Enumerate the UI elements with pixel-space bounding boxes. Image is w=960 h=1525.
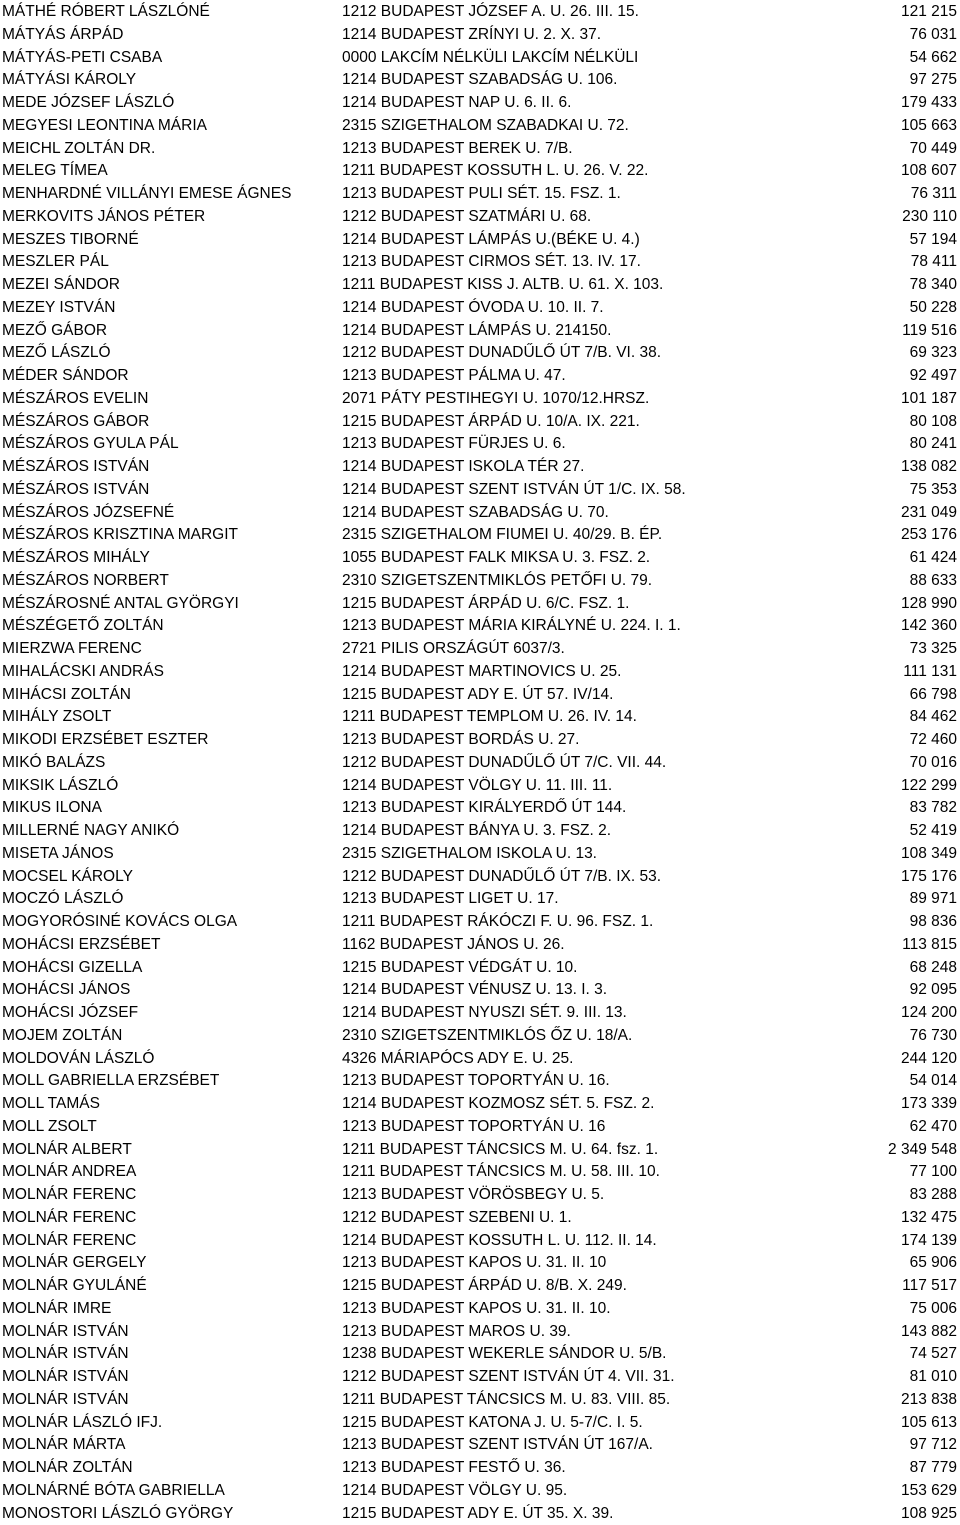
amount: 74 527	[910, 1343, 957, 1366]
amount: 117 517	[902, 1275, 957, 1298]
person-name: MIKÓ BALÁZS	[2, 752, 105, 775]
address: 1214 BUDAPEST VÖLGY U. 11. III. 11.	[342, 775, 612, 798]
person-name: MOLNÁR ISTVÁN	[2, 1343, 129, 1366]
table-row	[0, 456, 960, 479]
table-row	[0, 274, 960, 297]
address: 1212 BUDAPEST JÓZSEF A. U. 26. III. 15.	[342, 1, 639, 24]
person-name: MÉSZÁROS EVELIN	[2, 388, 148, 411]
table-row	[0, 615, 960, 638]
address: 1213 BUDAPEST TOPORTYÁN U. 16.	[342, 1070, 610, 1093]
amount: 253 176	[901, 524, 957, 547]
address: 1211 BUDAPEST TÁNCSICS M. U. 83. VIII. 85.	[342, 1389, 670, 1412]
amount: 75 006	[910, 1298, 957, 1321]
person-name: MÉSZÁROS ISTVÁN	[2, 479, 149, 502]
table-row	[0, 1389, 960, 1412]
amount: 54 014	[910, 1070, 957, 1093]
amount: 70 449	[910, 138, 957, 161]
table-row	[0, 160, 960, 183]
amount: 244 120	[901, 1048, 957, 1071]
person-name: MEZEI SÁNDOR	[2, 274, 120, 297]
table-row	[0, 1230, 960, 1253]
person-name: MOHÁCSI JÁNOS	[2, 979, 130, 1002]
amount: 105 663	[901, 115, 957, 138]
table-row	[0, 251, 960, 274]
amount: 119 516	[902, 320, 957, 343]
person-name: MOJEM ZOLTÁN	[2, 1025, 122, 1048]
person-name: MISETA JÁNOS	[2, 843, 114, 866]
address: 1215 BUDAPEST ÁRPÁD U. 6/C. FSZ. 1.	[342, 593, 629, 616]
table-row	[0, 661, 960, 684]
person-name: MOLNÁR ANDREA	[2, 1161, 136, 1184]
address: 1214 BUDAPEST LÁMPÁS U.(BÉKE U. 4.)	[342, 229, 640, 252]
amount: 143 882	[901, 1321, 957, 1344]
table-row	[0, 1116, 960, 1139]
amount: 138 082	[901, 456, 957, 479]
person-name: MOLNÁR FERENC	[2, 1230, 136, 1253]
amount: 65 906	[910, 1252, 957, 1275]
address: 1215 BUDAPEST ÁRPÁD U. 8/B. X. 249.	[342, 1275, 627, 1298]
person-name: MÁTYÁS ÁRPÁD	[2, 24, 123, 47]
address: 1214 BUDAPEST KOZMOSZ SÉT. 5. FSZ. 2.	[342, 1093, 654, 1116]
person-name: MIHALÁCSKI ANDRÁS	[2, 661, 164, 684]
amount: 92 497	[910, 365, 957, 388]
address: 1214 BUDAPEST ÓVODA U. 10. II. 7.	[342, 297, 604, 320]
person-name: MILLERNÉ NAGY ANIKÓ	[2, 820, 179, 843]
person-name: MÉDER SÁNDOR	[2, 365, 129, 388]
person-name: MEICHL ZOLTÁN DR.	[2, 138, 155, 161]
address: 1213 BUDAPEST KAPOS U. 31. II. 10	[342, 1252, 606, 1275]
table-row	[0, 1321, 960, 1344]
table-row	[0, 229, 960, 252]
address: 1211 BUDAPEST TÁNCSICS M. U. 58. III. 10.	[342, 1161, 660, 1184]
amount: 77 100	[910, 1161, 957, 1184]
table-row	[0, 706, 960, 729]
table-row	[0, 593, 960, 616]
address: 1214 BUDAPEST MARTINOVICS U. 25.	[342, 661, 621, 684]
address: 1213 BUDAPEST PÁLMA U. 47.	[342, 365, 566, 388]
person-name: MOLL TAMÁS	[2, 1093, 100, 1116]
person-name: MOLNÁR ISTVÁN	[2, 1321, 129, 1344]
person-name: MOLL ZSOLT	[2, 1116, 97, 1139]
table-row	[0, 1025, 960, 1048]
table-row	[0, 342, 960, 365]
amount: 101 187	[901, 388, 957, 411]
table-row	[0, 638, 960, 661]
table-row	[0, 934, 960, 957]
table-row	[0, 1139, 960, 1162]
amount: 57 194	[910, 229, 957, 252]
person-name: MOLNÁR ZOLTÁN	[2, 1457, 133, 1480]
person-name: MÁTHÉ RÓBERT LÁSZLÓNÉ	[2, 1, 210, 24]
table-row	[0, 1, 960, 24]
amount: 230 110	[902, 206, 957, 229]
amount: 68 248	[910, 957, 957, 980]
address: 2310 SZIGETSZENTMIKLÓS ŐZ U. 18/A.	[342, 1025, 632, 1048]
table-row	[0, 115, 960, 138]
person-name: MIKUS ILONA	[2, 797, 102, 820]
amount: 88 633	[910, 570, 957, 593]
records-table	[0, 1, 960, 1525]
address: 1213 BUDAPEST CIRMOS SÉT. 13. IV. 17.	[342, 251, 641, 274]
amount: 83 288	[910, 1184, 957, 1207]
person-name: MOLNÁR FERENC	[2, 1184, 136, 1207]
amount: 108 349	[901, 843, 957, 866]
person-name: MEDE JÓZSEF LÁSZLÓ	[2, 92, 174, 115]
address: 1214 BUDAPEST KOSSUTH L. U. 112. II. 14.	[342, 1230, 657, 1253]
person-name: MÉSZÁROS GÁBOR	[2, 411, 149, 434]
amount: 62 470	[910, 1116, 957, 1139]
address: 1212 BUDAPEST DUNADŰLŐ ÚT 7/B. IX. 53.	[342, 866, 661, 889]
person-name: MIHÁCSI ZOLTÁN	[2, 684, 131, 707]
table-row	[0, 979, 960, 1002]
amount: 54 662	[910, 47, 957, 70]
address: 1213 BUDAPEST SZENT ISTVÁN ÚT 167/A.	[342, 1434, 653, 1457]
table-row	[0, 433, 960, 456]
person-name: MÉSZÁROS JÓZSEFNÉ	[2, 502, 174, 525]
amount: 73 325	[910, 638, 957, 661]
amount: 76 311	[911, 183, 957, 206]
table-row	[0, 1275, 960, 1298]
address: 1213 BUDAPEST LIGET U. 17.	[342, 888, 559, 911]
amount: 173 339	[901, 1093, 957, 1116]
amount: 70 016	[910, 752, 957, 775]
address: 1214 BUDAPEST SZENT ISTVÁN ÚT 1/C. IX. 58.	[342, 479, 686, 502]
table-row	[0, 1343, 960, 1366]
address: 1213 BUDAPEST KIRÁLYERDŐ ÚT 144.	[342, 797, 626, 820]
address: 1214 BUDAPEST SZABADSÁG U. 70.	[342, 502, 609, 525]
table-row	[0, 297, 960, 320]
person-name: MOHÁCSI GIZELLA	[2, 957, 142, 980]
amount: 121 215	[901, 1, 957, 24]
amount: 87 779	[910, 1457, 957, 1480]
table-row	[0, 843, 960, 866]
amount: 89 971	[910, 888, 957, 911]
table-row	[0, 479, 960, 502]
amount: 179 433	[901, 92, 957, 115]
address: 1214 BUDAPEST ISKOLA TÉR 27.	[342, 456, 584, 479]
table-row	[0, 729, 960, 752]
person-name: MOCZÓ LÁSZLÓ	[2, 888, 123, 911]
person-name: MÁTYÁS-PETI CSABA	[2, 47, 162, 70]
address: 1212 BUDAPEST DUNADŰLŐ ÚT 7/B. VI. 38.	[342, 342, 661, 365]
amount: 80 108	[910, 411, 957, 434]
person-name: MÉSZÁROS GYULA PÁL	[2, 433, 179, 456]
person-name: MÉSZÁROS MIHÁLY	[2, 547, 150, 570]
table-row	[0, 570, 960, 593]
table-row	[0, 1298, 960, 1321]
person-name: MOHÁCSI JÓZSEF	[2, 1002, 138, 1025]
person-name: MOLNÁR ISTVÁN	[2, 1389, 129, 1412]
address: 1055 BUDAPEST FALK MIKSA U. 3. FSZ. 2.	[342, 547, 650, 570]
amount: 153 629	[901, 1480, 957, 1503]
table-row	[0, 524, 960, 547]
table-row	[0, 24, 960, 47]
person-name: MOLNÁR GERGELY	[2, 1252, 146, 1275]
address: 1211 BUDAPEST TÁNCSICS M. U. 64. fsz. 1.	[342, 1139, 658, 1162]
person-name: MOLNÁR ALBERT	[2, 1139, 132, 1162]
table-row	[0, 866, 960, 889]
amount: 111 131	[903, 661, 957, 684]
address: 2315 SZIGETHALOM FIUMEI U. 40/29. B. ÉP.	[342, 524, 662, 547]
address: 1213 BUDAPEST TOPORTYÁN U. 16	[342, 1116, 605, 1139]
person-name: MÉSZÁROS ISTVÁN	[2, 456, 149, 479]
address: 1213 BUDAPEST MAROS U. 39.	[342, 1321, 571, 1344]
table-row	[0, 797, 960, 820]
table-row	[0, 1480, 960, 1503]
table-row	[0, 752, 960, 775]
person-name: MÉSZÁROSNÉ ANTAL GYÖRGYI	[2, 593, 239, 616]
amount: 175 176	[901, 866, 957, 889]
person-name: MÉSZÁROS KRISZTINA MARGIT	[2, 524, 238, 547]
table-row	[0, 411, 960, 434]
amount: 52 419	[910, 820, 957, 843]
address: 2315 SZIGETHALOM ISKOLA U. 13.	[342, 843, 597, 866]
person-name: MÉSZÁROS NORBERT	[2, 570, 169, 593]
address: 1213 BUDAPEST FÜRJES U. 6.	[342, 433, 566, 456]
amount: 2 349 548	[888, 1139, 957, 1162]
person-name: MOLL GABRIELLA ERZSÉBET	[2, 1070, 219, 1093]
amount: 75 353	[910, 479, 957, 502]
address: 1213 BUDAPEST KAPOS U. 31. II. 10.	[342, 1298, 611, 1321]
amount: 83 782	[910, 797, 957, 820]
amount: 105 613	[901, 1412, 957, 1435]
person-name: MOLNÁR ISTVÁN	[2, 1366, 129, 1389]
table-row	[0, 775, 960, 798]
amount: 128 990	[901, 593, 957, 616]
table-row	[0, 1207, 960, 1230]
person-name: MOLNÁR GYULÁNÉ	[2, 1275, 147, 1298]
amount: 98 836	[910, 911, 957, 934]
address: 2071 PÁTY PESTIHEGYI U. 1070/12.HRSZ.	[342, 388, 649, 411]
address: 1214 BUDAPEST ZRÍNYI U. 2. X. 37.	[342, 24, 601, 47]
amount: 84 462	[910, 706, 957, 729]
address: 2721 PILIS ORSZÁGÚT 6037/3.	[342, 638, 565, 661]
amount: 108 607	[901, 160, 957, 183]
amount: 72 460	[910, 729, 957, 752]
table-row	[0, 69, 960, 92]
address: 1211 BUDAPEST KOSSUTH L. U. 26. V. 22.	[342, 160, 648, 183]
amount: 61 424	[910, 547, 957, 570]
address: 2310 SZIGETSZENTMIKLÓS PETŐFI U. 79.	[342, 570, 652, 593]
table-row	[0, 388, 960, 411]
table-row	[0, 1434, 960, 1457]
amount: 78 340	[910, 274, 957, 297]
amount: 69 323	[910, 342, 957, 365]
amount: 231 049	[901, 502, 957, 525]
amount: 76 730	[910, 1025, 957, 1048]
address: 1213 BUDAPEST BEREK U. 7/B.	[342, 138, 573, 161]
address: 1215 BUDAPEST ADY E. ÚT 57. IV/14.	[342, 684, 613, 707]
person-name: MIHÁLY ZSOLT	[2, 706, 111, 729]
table-row	[0, 911, 960, 934]
table-row	[0, 206, 960, 229]
table-row	[0, 1366, 960, 1389]
table-row	[0, 1161, 960, 1184]
address: 1214 BUDAPEST NAP U. 6. II. 6.	[342, 92, 571, 115]
table-row	[0, 502, 960, 525]
person-name: MENHARDNÉ VILLÁNYI EMESE ÁGNES	[2, 183, 291, 206]
amount: 97 712	[910, 1434, 957, 1457]
table-row	[0, 92, 960, 115]
person-name: MOGYORÓSINÉ KOVÁCS OLGA	[2, 911, 237, 934]
person-name: MEZŐ LÁSZLÓ	[2, 342, 111, 365]
table-row	[0, 1252, 960, 1275]
person-name: MÉSZÉGETŐ ZOLTÁN	[2, 615, 164, 638]
address: 1215 BUDAPEST ÁRPÁD U. 10/A. IX. 221.	[342, 411, 640, 434]
table-row	[0, 957, 960, 980]
table-row	[0, 1048, 960, 1071]
amount: 122 299	[901, 775, 957, 798]
person-name: MEGYESI LEONTINA MÁRIA	[2, 115, 207, 138]
person-name: MIERZWA FERENC	[2, 638, 142, 661]
person-name: MOLNÁR IMRE	[2, 1298, 111, 1321]
address: 1215 BUDAPEST VÉDGÁT U. 10.	[342, 957, 577, 980]
address: 1214 BUDAPEST VÖLGY U. 95.	[342, 1480, 567, 1503]
address: 1213 BUDAPEST VÖRÖSBEGY U. 5.	[342, 1184, 604, 1207]
table-row	[0, 183, 960, 206]
table-row	[0, 820, 960, 843]
amount: 66 798	[910, 684, 957, 707]
address: 1214 BUDAPEST LÁMPÁS U. 214150.	[342, 320, 611, 343]
person-name: MEZEY ISTVÁN	[2, 297, 115, 320]
address: 1212 BUDAPEST DUNADŰLŐ ÚT 7/C. VII. 44.	[342, 752, 666, 775]
table-row	[0, 1184, 960, 1207]
table-row	[0, 1093, 960, 1116]
table-row	[0, 320, 960, 343]
address: 1214 BUDAPEST NYUSZI SÉT. 9. III. 13.	[342, 1002, 627, 1025]
amount: 142 360	[901, 615, 957, 638]
amount: 213 838	[901, 1389, 957, 1412]
table-row	[0, 1002, 960, 1025]
person-name: MOCSEL KÁROLY	[2, 866, 133, 889]
address: 1215 BUDAPEST KATONA J. U. 5-7/C. I. 5.	[342, 1412, 643, 1435]
address: 1212 BUDAPEST SZEBENI U. 1.	[342, 1207, 572, 1230]
amount: 78 411	[911, 251, 957, 274]
person-name: MOLDOVÁN LÁSZLÓ	[2, 1048, 154, 1071]
person-name: MÁTYÁSI KÁROLY	[2, 69, 136, 92]
address: 1162 BUDAPEST JÁNOS U. 26.	[342, 934, 565, 957]
address: 1214 BUDAPEST SZABADSÁG U. 106.	[342, 69, 617, 92]
person-name: MEZŐ GÁBOR	[2, 320, 107, 343]
amount: 174 139	[901, 1230, 957, 1253]
address: 2315 SZIGETHALOM SZABADKAI U. 72.	[342, 115, 629, 138]
amount: 76 031	[910, 24, 957, 47]
table-row	[0, 47, 960, 70]
person-name: MELEG TÍMEA	[2, 160, 108, 183]
address: 1211 BUDAPEST RÁKÓCZI F. U. 96. FSZ. 1.	[342, 911, 653, 934]
table-row	[0, 1412, 960, 1435]
table-row	[0, 684, 960, 707]
person-name: MONOSTORI LÁSZLÓ GYÖRGY	[2, 1503, 233, 1525]
amount: 124 200	[901, 1002, 957, 1025]
table-row	[0, 1503, 960, 1525]
address: 1214 BUDAPEST BÁNYA U. 3. FSZ. 2.	[342, 820, 611, 843]
address: 0000 LAKCÍM NÉLKÜLI LAKCÍM NÉLKÜLI	[342, 47, 638, 70]
address: 4326 MÁRIAPÓCS ADY E. U. 25.	[342, 1048, 573, 1071]
amount: 80 241	[910, 433, 957, 456]
person-name: MOLNÁR LÁSZLÓ IFJ.	[2, 1412, 162, 1435]
address: 1214 BUDAPEST VÉNUSZ U. 13. I. 3.	[342, 979, 607, 1002]
amount: 92 095	[910, 979, 957, 1002]
table-row	[0, 888, 960, 911]
amount: 81 010	[910, 1366, 957, 1389]
person-name: MIKODI ERZSÉBET ESZTER	[2, 729, 208, 752]
person-name: MOHÁCSI ERZSÉBET	[2, 934, 160, 957]
address: 1213 BUDAPEST FESTŐ U. 36.	[342, 1457, 566, 1480]
table-row	[0, 1070, 960, 1093]
person-name: MERKOVITS JÁNOS PÉTER	[2, 206, 205, 229]
address: 1211 BUDAPEST TEMPLOM U. 26. IV. 14.	[342, 706, 637, 729]
amount: 50 228	[910, 297, 957, 320]
person-name: MESZLER PÁL	[2, 251, 109, 274]
person-name: MOLNÁRNÉ BÓTA GABRIELLA	[2, 1480, 225, 1503]
table-row	[0, 1457, 960, 1480]
address: 1213 BUDAPEST MÁRIA KIRÁLYNÉ U. 224. I. 1.	[342, 615, 681, 638]
amount: 132 475	[901, 1207, 957, 1230]
amount: 108 925	[901, 1503, 957, 1525]
table-row	[0, 138, 960, 161]
address: 1212 BUDAPEST SZENT ISTVÁN ÚT 4. VII. 31.	[342, 1366, 675, 1389]
table-row	[0, 365, 960, 388]
amount: 113 815	[902, 934, 957, 957]
address: 1211 BUDAPEST KISS J. ALTB. U. 61. X. 103.	[342, 274, 663, 297]
person-name: MOLNÁR MÁRTA	[2, 1434, 125, 1457]
address: 1212 BUDAPEST SZATMÁRI U. 68.	[342, 206, 591, 229]
address: 1213 BUDAPEST PULI SÉT. 15. FSZ. 1.	[342, 183, 621, 206]
address: 1238 BUDAPEST WEKERLE SÁNDOR U. 5/B.	[342, 1343, 666, 1366]
address: 1213 BUDAPEST BORDÁS U. 27.	[342, 729, 579, 752]
amount: 97 275	[910, 69, 957, 92]
person-name: MIKSIK LÁSZLÓ	[2, 775, 118, 798]
person-name: MOLNÁR FERENC	[2, 1207, 136, 1230]
table-row	[0, 547, 960, 570]
person-name: MESZES TIBORNÉ	[2, 229, 139, 252]
address: 1215 BUDAPEST ADY E. ÚT 35. X. 39.	[342, 1503, 613, 1525]
